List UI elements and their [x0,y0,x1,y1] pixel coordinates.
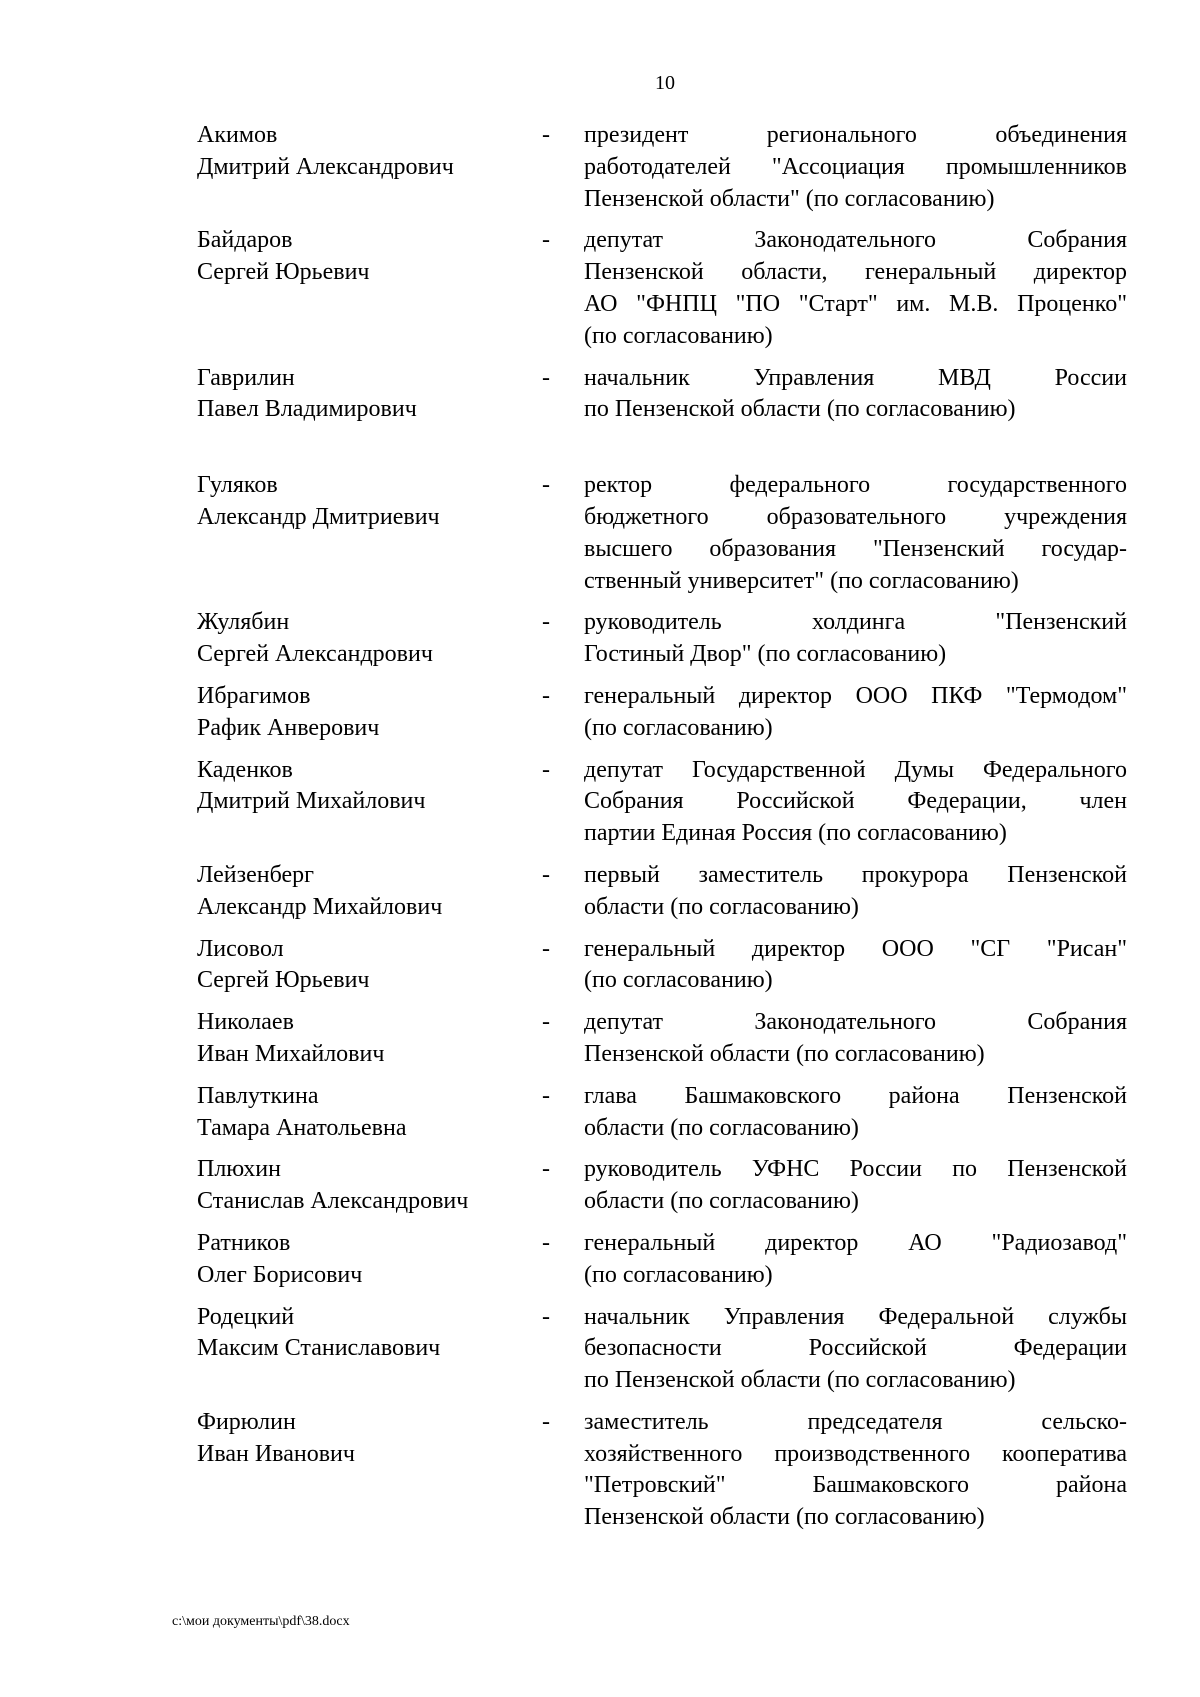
member-position [584,1302,1127,1397]
dash-separator: - [542,1009,550,1036]
member-entry [197,120,1127,215]
position-line: депутат Законодательного Собрания [584,227,1127,254]
dash-separator: - [542,1303,550,1330]
member-name [197,1154,542,1218]
member-surname: Лейзенберг [197,861,314,888]
member-given-names: Иван Иванович [197,1440,355,1467]
position-line: Пензенской области (по согласованию) [584,1504,985,1531]
member-name [197,1302,542,1366]
member-given-names: Александр Михайлович [197,893,443,920]
dash-separator: - [542,1082,550,1109]
member-surname: Гуляков [197,472,278,499]
member-given-names: Сергей Юрьевич [197,259,370,286]
position-line: президент регионального объединения [584,122,1127,148]
member-name [197,681,542,745]
member-entry [197,755,1127,850]
member-given-names: Александр Дмитриевич [197,503,440,530]
member-entry [197,1407,1127,1534]
dash-separator: - [542,472,550,499]
member-position [584,860,1127,924]
dash-separator: - [542,1408,550,1435]
member-given-names: Тамара Анатольевна [197,1114,407,1141]
member-name [197,225,542,289]
position-line: работодателей "Ассоциация промышленников [584,153,1127,180]
member-name [197,470,542,534]
member-position [584,681,1127,745]
member-position [584,1081,1127,1145]
position-line: области (по согласованию) [584,893,859,920]
member-given-names: Дмитрий Михайлович [197,788,426,815]
dash-separator: - [542,227,550,254]
position-line: генеральный директор АО "Радиозавод" [584,1229,1127,1256]
member-name [197,1228,542,1292]
member-entry [197,681,1127,745]
dash-separator: - [542,756,550,783]
position-line: генеральный директор ООО ПКФ "Термодом" [584,682,1127,709]
position-line: "Петровский" Башмаковского района [584,1472,1127,1499]
member-given-names: Сергей Юрьевич [197,967,370,994]
position-line: депутат Государственной Думы Федерального [584,756,1127,783]
member-position [584,120,1127,215]
member-position [584,607,1127,671]
position-line: (по согласованию) [584,322,773,349]
position-line: начальник Управления МВД России [584,364,1127,391]
member-position [584,363,1127,427]
member-entry [197,1007,1127,1071]
member-entry [197,225,1127,352]
position-line: (по согласованию) [584,967,773,994]
member-surname: Жулябин [197,609,290,636]
member-surname: Акимов [197,122,278,148]
dash-separator: - [542,609,550,636]
position-line: хозяйственного производственного кооператива [584,1440,1127,1467]
member-name [197,755,542,819]
position-line: области (по согласованию) [584,1114,859,1141]
dash-separator: - [542,682,550,709]
member-position [584,1007,1127,1071]
member-position [584,1228,1127,1292]
member-position [584,934,1127,998]
position-line: по Пензенской области (по согласованию) [584,396,1016,423]
member-surname: Ратников [197,1229,291,1256]
member-entry [197,363,1127,427]
dash-separator: - [542,122,550,148]
footer-file-path: c:\мои документы\pdf\38.docx [172,1614,350,1629]
member-name [197,1081,542,1145]
member-name [197,934,542,998]
dash-separator: - [542,364,550,391]
position-line: руководитель холдинга "Пензенский [584,609,1127,636]
member-surname: Ибрагимов [197,682,311,709]
dash-separator: - [542,1156,550,1183]
member-given-names: Станислав Александрович [197,1188,469,1215]
member-entry [197,607,1127,671]
member-entry [197,1228,1127,1292]
position-line: Пензенской области" (по согласованию) [584,185,995,212]
member-surname: Плюхин [197,1156,281,1183]
member-surname: Лисовол [197,935,284,962]
member-name [197,1407,542,1471]
member-position [584,470,1127,597]
position-line: (по согласованию) [584,714,773,741]
member-entry [197,1154,1127,1218]
position-line: руководитель УФНС России по Пензенской [584,1156,1127,1183]
position-line: партии Единая Россия (по согласованию) [584,820,1007,847]
position-line: депутат Законодательного Собрания [584,1009,1127,1036]
member-entry [197,1302,1127,1397]
member-position [584,1154,1127,1218]
position-line: Пензенской области (по согласованию) [584,1040,985,1067]
member-given-names: Олег Борисович [197,1261,363,1288]
dash-separator: - [542,861,550,888]
position-line: Пензенской области, генеральный директор [584,259,1127,286]
position-line: ректор федерального государственного [584,472,1127,499]
member-given-names: Сергей Александрович [197,641,433,668]
dash-separator: - [542,935,550,962]
member-surname: Николаев [197,1009,294,1036]
member-list [197,120,1127,1534]
member-surname: Павлуткина [197,1082,319,1109]
member-name [197,1007,542,1071]
dash-separator: - [542,1229,550,1256]
member-given-names: Рафик Анверович [197,714,380,741]
position-line: первый заместитель прокурора Пензенской [584,861,1127,888]
member-given-names: Иван Михайлович [197,1040,385,1067]
member-surname: Гаврилин [197,364,295,391]
member-entry [197,860,1127,924]
member-given-names: Дмитрий Александрович [197,153,454,180]
position-line: генеральный директор ООО "СГ "Рисан" [584,935,1127,962]
member-given-names: Максим Станиславович [197,1335,441,1362]
member-position [584,225,1127,352]
position-line: АО "ФНПЦ "ПО "Старт" им. М.В. Проценко" [584,290,1127,317]
page-number: 10 [655,72,675,94]
member-surname: Байдаров [197,227,293,254]
member-entry [197,934,1127,998]
member-entry [197,470,1127,597]
position-line: глава Башмаковского района Пензенской [584,1082,1127,1109]
member-surname: Фирюлин [197,1408,296,1435]
member-given-names: Павел Владимирович [197,396,417,423]
position-line: высшего образования "Пензенский государ- [584,535,1127,562]
position-line: бюджетного образовательного учреждения [584,503,1127,530]
member-position [584,1407,1127,1534]
member-name [197,860,542,924]
position-line: (по согласованию) [584,1261,773,1288]
position-line: области (по согласованию) [584,1188,859,1215]
position-line: заместитель председателя сельско- [584,1408,1127,1435]
member-entry [197,1081,1127,1145]
position-line: Гостиный Двор" (по согласованию) [584,641,947,668]
member-surname: Родецкий [197,1303,295,1330]
member-name [197,363,542,427]
member-position [584,755,1127,850]
position-line: безопасности Российской Федерации [584,1335,1127,1362]
member-surname: Каденков [197,756,293,783]
position-line: ственный университет" (по согласованию) [584,567,1019,594]
position-line: по Пензенской области (по согласованию) [584,1367,1016,1394]
position-line: начальник Управления Федеральной службы [584,1303,1127,1330]
member-name [197,120,542,184]
member-name [197,607,542,671]
position-line: Собрания Российской Федерации, член [584,788,1127,815]
